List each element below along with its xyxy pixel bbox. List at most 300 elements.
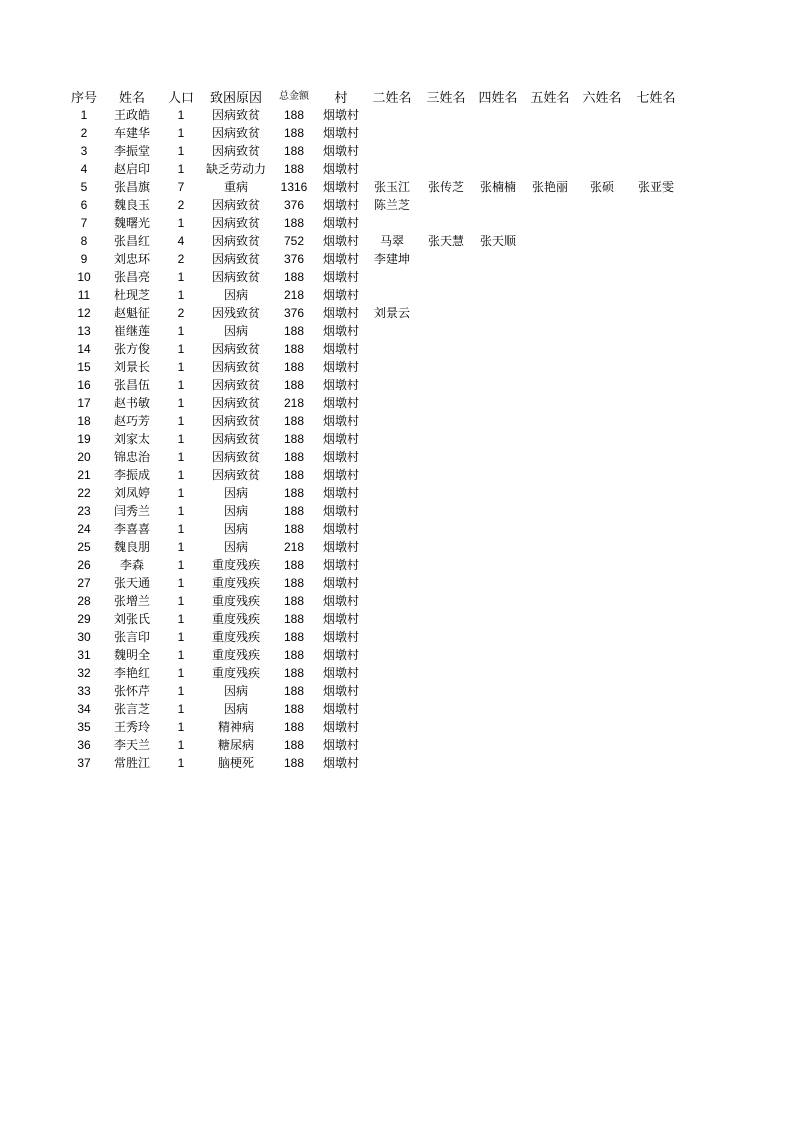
cell-sequence: 18 xyxy=(77,414,91,428)
cell-cause: 因病致贫 xyxy=(211,126,260,140)
cell-name-4 xyxy=(472,394,524,412)
cell-sequence: 25 xyxy=(77,540,91,554)
cell-name-4: 张楠楠 xyxy=(479,180,516,194)
cell-sequence: 8 xyxy=(80,234,88,248)
cell-name-3 xyxy=(420,160,472,178)
cell-name-5 xyxy=(524,268,576,286)
cell-cause: 因病致贫 xyxy=(211,414,260,428)
column-header-total-amount: 总金额 xyxy=(279,91,309,102)
table-row xyxy=(64,484,684,502)
table-row xyxy=(64,520,684,538)
cell-name-3 xyxy=(420,448,472,466)
cell-name-7 xyxy=(628,700,684,718)
column-header-name-3: 三姓名 xyxy=(426,89,466,105)
cell-name-2 xyxy=(364,466,420,484)
cell-name-3 xyxy=(420,520,472,538)
cell-name-5 xyxy=(524,610,576,628)
cell-name-6 xyxy=(576,646,628,664)
cell-sequence: 26 xyxy=(77,558,91,572)
cell-name-7 xyxy=(628,412,684,430)
cell-name-5 xyxy=(524,682,576,700)
cell-population: 1 xyxy=(177,450,185,464)
cell-cause: 因病致贫 xyxy=(211,198,260,212)
cell-population: 1 xyxy=(177,162,185,176)
cell-name-2 xyxy=(364,124,420,142)
cell-population: 1 xyxy=(177,126,185,140)
cell-name-2 xyxy=(364,502,420,520)
cell-name-5 xyxy=(524,754,576,772)
cell-name-3 xyxy=(420,574,472,592)
cell-name-4 xyxy=(472,646,524,664)
cell-name-3 xyxy=(420,340,472,358)
table-row xyxy=(64,646,684,664)
cell-village: 烟墩村 xyxy=(322,558,359,572)
cell-name-7 xyxy=(628,430,684,448)
cell-name-7 xyxy=(628,268,684,286)
cell-name-7 xyxy=(628,304,684,322)
cell-name-2 xyxy=(364,682,420,700)
cell-name-7 xyxy=(628,466,684,484)
cell-name: 赵启印 xyxy=(113,162,150,176)
cell-village: 烟墩村 xyxy=(322,594,359,608)
cell-total-amount: 188 xyxy=(283,594,305,608)
cell-population: 1 xyxy=(177,396,185,410)
cell-name-4 xyxy=(472,574,524,592)
cell-sequence: 27 xyxy=(77,576,91,590)
column-header-name-6: 六姓名 xyxy=(582,89,622,105)
cell-name-6 xyxy=(576,304,628,322)
cell-cause: 重度残疾 xyxy=(211,576,260,590)
cell-population: 1 xyxy=(177,288,185,302)
cell-sequence: 30 xyxy=(77,630,91,644)
cell-village: 烟墩村 xyxy=(322,540,359,554)
cell-cause: 因病 xyxy=(223,504,248,518)
cell-name-4 xyxy=(472,592,524,610)
cell-sequence: 37 xyxy=(77,756,91,770)
cell-cause: 因病致贫 xyxy=(211,108,260,122)
column-header-name: 姓名 xyxy=(118,89,145,105)
cell-village: 烟墩村 xyxy=(322,270,359,284)
cell-name-7 xyxy=(628,358,684,376)
cell-sequence: 4 xyxy=(80,162,88,176)
cell-name: 王秀玲 xyxy=(113,720,150,734)
cell-total-amount: 188 xyxy=(283,756,305,770)
cell-name-4 xyxy=(472,628,524,646)
cell-name-3 xyxy=(420,646,472,664)
cell-village: 烟墩村 xyxy=(322,486,359,500)
cell-sequence: 20 xyxy=(77,450,91,464)
cell-total-amount: 188 xyxy=(283,108,305,122)
cell-name-4 xyxy=(472,718,524,736)
cell-name-7 xyxy=(628,250,684,268)
cell-cause: 重度残疾 xyxy=(211,648,260,662)
cell-name-4 xyxy=(472,304,524,322)
table-row xyxy=(64,538,684,556)
cell-village: 烟墩村 xyxy=(322,198,359,212)
cell-village: 烟墩村 xyxy=(322,720,359,734)
cell-name: 张言芝 xyxy=(113,702,150,716)
cell-name-7 xyxy=(628,538,684,556)
cell-name-6 xyxy=(576,358,628,376)
cell-name-2 xyxy=(364,106,420,124)
column-header-name-4: 四姓名 xyxy=(478,89,518,105)
table-row xyxy=(64,502,684,520)
cell-cause: 因病致贫 xyxy=(211,270,260,284)
column-header-sequence: 序号 xyxy=(70,89,97,105)
table-row xyxy=(64,754,684,772)
cell-name: 张言印 xyxy=(113,630,150,644)
cell-population: 1 xyxy=(177,144,185,158)
cell-name: 张昌伍 xyxy=(113,378,150,392)
cell-sequence: 23 xyxy=(77,504,91,518)
cell-cause: 重度残疾 xyxy=(211,630,260,644)
cell-sequence: 1 xyxy=(80,108,88,122)
cell-name-2 xyxy=(364,664,420,682)
cell-village: 烟墩村 xyxy=(322,684,359,698)
cell-name-6 xyxy=(576,754,628,772)
cell-name: 刘凤婷 xyxy=(113,486,150,500)
cell-total-amount: 376 xyxy=(283,306,305,320)
cell-name-6 xyxy=(576,232,628,250)
cell-population: 1 xyxy=(177,558,185,572)
cell-name-2 xyxy=(364,556,420,574)
column-header-population: 人口 xyxy=(167,89,194,105)
cell-name: 王政皓 xyxy=(113,108,150,122)
cell-name-6 xyxy=(576,322,628,340)
cell-total-amount: 188 xyxy=(283,666,305,680)
cell-name-2: 马翠 xyxy=(379,234,404,248)
cell-village: 烟墩村 xyxy=(322,342,359,356)
cell-name-5 xyxy=(524,448,576,466)
cell-total-amount: 188 xyxy=(283,450,305,464)
cell-population: 1 xyxy=(177,270,185,284)
cell-name-2 xyxy=(364,268,420,286)
cell-name-6: 张硕 xyxy=(589,180,614,194)
cell-name-4 xyxy=(472,430,524,448)
cell-cause: 因病致贫 xyxy=(211,432,260,446)
cell-sequence: 22 xyxy=(77,486,91,500)
table-row xyxy=(64,124,684,142)
cell-total-amount: 752 xyxy=(283,234,305,248)
cell-name-5 xyxy=(524,556,576,574)
cell-name-3 xyxy=(420,322,472,340)
table-row xyxy=(64,574,684,592)
cell-sequence: 12 xyxy=(77,306,91,320)
cell-name-3 xyxy=(420,358,472,376)
cell-name-2 xyxy=(364,358,420,376)
cell-population: 1 xyxy=(177,216,185,230)
cell-name: 张昌红 xyxy=(113,234,150,248)
table-row xyxy=(64,106,684,124)
cell-name-6 xyxy=(576,268,628,286)
cell-total-amount: 188 xyxy=(283,612,305,626)
cell-name-5 xyxy=(524,358,576,376)
cell-name-7 xyxy=(628,214,684,232)
cell-name-5 xyxy=(524,574,576,592)
cell-name-6 xyxy=(576,556,628,574)
cell-cause: 重度残疾 xyxy=(211,612,260,626)
cell-population: 1 xyxy=(177,432,185,446)
cell-population: 1 xyxy=(177,702,185,716)
cell-sequence: 3 xyxy=(80,144,88,158)
table-row xyxy=(64,412,684,430)
cell-name: 魏良朋 xyxy=(113,540,150,554)
cell-total-amount: 376 xyxy=(283,252,305,266)
cell-cause: 因病致贫 xyxy=(211,450,260,464)
cell-name-6 xyxy=(576,124,628,142)
column-header-name-2: 二姓名 xyxy=(372,89,412,105)
cell-name-6 xyxy=(576,160,628,178)
cell-name-2 xyxy=(364,448,420,466)
cell-name-5: 张艳丽 xyxy=(531,180,568,194)
cell-name-2 xyxy=(364,484,420,502)
cell-name-2 xyxy=(364,736,420,754)
table-row xyxy=(64,376,684,394)
cell-name-3 xyxy=(420,736,472,754)
cell-name-4 xyxy=(472,520,524,538)
cell-cause: 因病 xyxy=(223,540,248,554)
cell-village: 烟墩村 xyxy=(322,756,359,770)
cell-name-6 xyxy=(576,106,628,124)
cell-total-amount: 188 xyxy=(283,630,305,644)
cell-sequence: 14 xyxy=(77,342,91,356)
table-row xyxy=(64,682,684,700)
cell-name-5 xyxy=(524,736,576,754)
cell-population: 1 xyxy=(177,468,185,482)
cell-cause: 因病 xyxy=(223,486,248,500)
cell-name-3 xyxy=(420,682,472,700)
cell-name-6 xyxy=(576,538,628,556)
cell-name-4 xyxy=(472,466,524,484)
cell-name: 车建华 xyxy=(113,126,150,140)
cell-name: 赵书敏 xyxy=(113,396,150,410)
cell-name-5 xyxy=(524,322,576,340)
cell-name-5 xyxy=(524,592,576,610)
cell-sequence: 7 xyxy=(80,216,88,230)
cell-name-3 xyxy=(420,124,472,142)
cell-village: 烟墩村 xyxy=(322,630,359,644)
cell-name-7 xyxy=(628,736,684,754)
cell-cause: 重病 xyxy=(223,180,248,194)
cell-name: 刘家太 xyxy=(113,432,150,446)
cell-name: 崔继莲 xyxy=(113,324,150,338)
cell-cause: 因病致贫 xyxy=(211,252,260,266)
cell-name-6 xyxy=(576,196,628,214)
cell-population: 1 xyxy=(177,342,185,356)
cell-village: 烟墩村 xyxy=(322,648,359,662)
cell-cause: 因病致贫 xyxy=(211,360,260,374)
cell-name-4 xyxy=(472,250,524,268)
cell-name-4 xyxy=(472,286,524,304)
cell-name-6 xyxy=(576,628,628,646)
table-row xyxy=(64,394,684,412)
cell-name-5 xyxy=(524,376,576,394)
cell-sequence: 13 xyxy=(77,324,91,338)
cell-name-3 xyxy=(420,304,472,322)
cell-name-2 xyxy=(364,412,420,430)
cell-name-3 xyxy=(420,466,472,484)
table-row xyxy=(64,322,684,340)
cell-name-3 xyxy=(420,394,472,412)
cell-name-5 xyxy=(524,250,576,268)
cell-name-7 xyxy=(628,556,684,574)
cell-total-amount: 188 xyxy=(283,144,305,158)
cell-village: 烟墩村 xyxy=(322,144,359,158)
cell-village: 烟墩村 xyxy=(322,414,359,428)
cell-name-2 xyxy=(364,376,420,394)
cell-name-6 xyxy=(576,700,628,718)
cell-name-2 xyxy=(364,430,420,448)
cell-cause: 因病致贫 xyxy=(211,342,260,356)
table-row xyxy=(64,628,684,646)
table-body xyxy=(64,106,684,772)
cell-village: 烟墩村 xyxy=(322,378,359,392)
cell-name: 赵巧芳 xyxy=(113,414,150,428)
cell-population: 1 xyxy=(177,738,185,752)
cell-name-5 xyxy=(524,466,576,484)
cell-total-amount: 188 xyxy=(283,270,305,284)
cell-name-2 xyxy=(364,700,420,718)
cell-name-6 xyxy=(576,664,628,682)
cell-name-6 xyxy=(576,376,628,394)
cell-population: 1 xyxy=(177,324,185,338)
cell-name-5 xyxy=(524,646,576,664)
cell-name-2 xyxy=(364,574,420,592)
cell-name-2 xyxy=(364,394,420,412)
cell-total-amount: 1316 xyxy=(280,180,308,194)
cell-cause: 重度残疾 xyxy=(211,666,260,680)
cell-name-5 xyxy=(524,142,576,160)
cell-name: 李振成 xyxy=(113,468,150,482)
cell-name-2 xyxy=(364,628,420,646)
cell-name-6 xyxy=(576,412,628,430)
cell-population: 2 xyxy=(177,198,185,212)
cell-name-6 xyxy=(576,430,628,448)
cell-name-3 xyxy=(420,142,472,160)
cell-sequence: 9 xyxy=(80,252,88,266)
cell-name-3 xyxy=(420,538,472,556)
cell-name-3 xyxy=(420,754,472,772)
cell-population: 1 xyxy=(177,594,185,608)
cell-name: 刘张氏 xyxy=(113,612,150,626)
cell-sequence: 24 xyxy=(77,522,91,536)
cell-total-amount: 188 xyxy=(283,558,305,572)
cell-sequence: 16 xyxy=(77,378,91,392)
table-row xyxy=(64,340,684,358)
table-header-row xyxy=(64,88,684,106)
cell-name: 刘忠环 xyxy=(113,252,150,266)
cell-cause: 因病致贫 xyxy=(211,144,260,158)
cell-sequence: 31 xyxy=(77,648,91,662)
cell-sequence: 33 xyxy=(77,684,91,698)
cell-name-5 xyxy=(524,718,576,736)
cell-village: 烟墩村 xyxy=(322,468,359,482)
cell-village: 烟墩村 xyxy=(322,396,359,410)
cell-name: 李天兰 xyxy=(113,738,150,752)
cell-total-amount: 188 xyxy=(283,342,305,356)
cell-name: 张怀芹 xyxy=(113,684,150,698)
cell-population: 1 xyxy=(177,684,185,698)
table-row xyxy=(64,286,684,304)
cell-sequence: 17 xyxy=(77,396,91,410)
cell-name-5 xyxy=(524,664,576,682)
cell-sequence: 6 xyxy=(80,198,88,212)
cell-name-2 xyxy=(364,340,420,358)
table-row xyxy=(64,664,684,682)
cell-name-3 xyxy=(420,592,472,610)
cell-total-amount: 188 xyxy=(283,162,305,176)
cell-name-4 xyxy=(472,376,524,394)
cell-name-5 xyxy=(524,214,576,232)
cell-cause: 精神病 xyxy=(217,720,254,734)
cell-name-2: 刘景云 xyxy=(373,306,410,320)
cell-name-3 xyxy=(420,430,472,448)
cell-population: 1 xyxy=(177,504,185,518)
cell-name: 魏曙光 xyxy=(113,216,150,230)
cell-name-2 xyxy=(364,322,420,340)
cell-name-7 xyxy=(628,124,684,142)
cell-name: 魏明全 xyxy=(113,648,150,662)
cell-name-6 xyxy=(576,502,628,520)
cell-name: 张天通 xyxy=(113,576,150,590)
cell-village: 烟墩村 xyxy=(322,216,359,230)
cell-name-7 xyxy=(628,754,684,772)
cell-name-3 xyxy=(420,250,472,268)
cell-cause: 重度残疾 xyxy=(211,558,260,572)
cell-name-5 xyxy=(524,484,576,502)
cell-name-2: 张玉江 xyxy=(373,180,410,194)
cell-name-6 xyxy=(576,466,628,484)
table-row xyxy=(64,214,684,232)
cell-total-amount: 376 xyxy=(283,198,305,212)
cell-total-amount: 188 xyxy=(283,360,305,374)
cell-village: 烟墩村 xyxy=(322,612,359,626)
cell-cause: 脑梗死 xyxy=(217,756,254,770)
cell-name-4 xyxy=(472,682,524,700)
table-row xyxy=(64,700,684,718)
cell-total-amount: 218 xyxy=(283,540,305,554)
cell-cause: 因病 xyxy=(223,288,248,302)
cell-name-5 xyxy=(524,124,576,142)
cell-name-3 xyxy=(420,610,472,628)
cell-village: 烟墩村 xyxy=(322,522,359,536)
cell-name-4 xyxy=(472,700,524,718)
cell-name-3 xyxy=(420,268,472,286)
cell-name-3: 张传芝 xyxy=(427,180,464,194)
cell-population: 1 xyxy=(177,576,185,590)
cell-name-7 xyxy=(628,682,684,700)
cell-total-amount: 188 xyxy=(283,684,305,698)
column-header-name-7: 七姓名 xyxy=(636,89,676,105)
cell-name-6 xyxy=(576,286,628,304)
cell-sequence: 36 xyxy=(77,738,91,752)
cell-name: 杜现芝 xyxy=(113,288,150,302)
cell-total-amount: 188 xyxy=(283,324,305,338)
cell-name-4 xyxy=(472,556,524,574)
cell-name-2: 陈兰芝 xyxy=(373,198,410,212)
cell-name-6 xyxy=(576,718,628,736)
cell-total-amount: 188 xyxy=(283,216,305,230)
cell-village: 烟墩村 xyxy=(322,162,359,176)
cell-name-5 xyxy=(524,160,576,178)
cell-name-6 xyxy=(576,520,628,538)
cell-name-4 xyxy=(472,160,524,178)
cell-village: 烟墩村 xyxy=(322,576,359,590)
cell-village: 烟墩村 xyxy=(322,324,359,338)
cell-name-5 xyxy=(524,502,576,520)
cell-name-6 xyxy=(576,214,628,232)
cell-total-amount: 188 xyxy=(283,468,305,482)
